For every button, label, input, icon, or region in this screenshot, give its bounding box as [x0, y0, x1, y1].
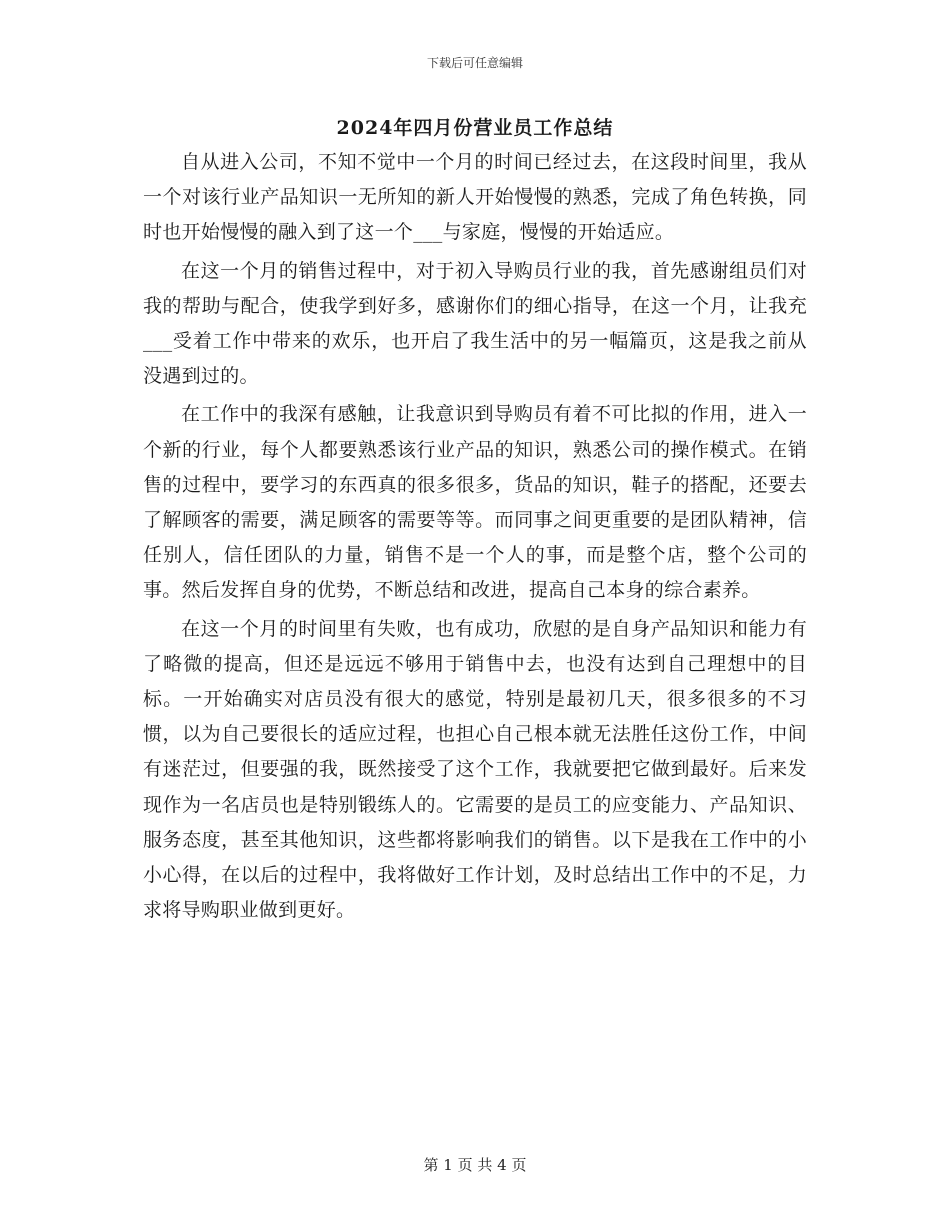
header-note: 下载后可任意编辑 [426, 56, 523, 70]
document-body [143, 145, 807, 931]
paragraph-4: 在这一个月的时间里有失败，也有成功，欣慰的是自身产品知识和能力有了略微的提高，但还是远远不够用于销售中去，也没有达到自己理想中的目标。一开始确实对店员没有很大的感觉，特别是最初几天，很多很多的不习惯，以为自己要很长的适应过程，也担心自己根本就无法胜任这份工作，中间有迷茫过，但要强的我，既然接受了这个工作，我就要把它做到最好。后来发现作为一名店员也是特别锻练人的。它需要的是员工的应变能力、产品知识、服务态度，甚至其他知识，这些都将影响我们的销售。以下是我在工作中的小小心得，在以后的过程中，我将做好工作计划，及时总结出工作中的不足，力求将导购职业做到更好。 [143, 617, 807, 922]
paragraph-1: 自从进入公司，不知不觉中一个月的时间已经过去，在这段时间里，我从一个对该行业产品知识一无所知的新人开始慢慢的熟悉，完成了角色转换，同时也开始慢慢的融入到了这一个___与家庭，慢慢的开始适应。 [143, 151, 807, 244]
page-number: 第 1 页 共 4 页 [423, 1156, 527, 1174]
paragraph-2: 在这一个月的销售过程中，对于初入导购员行业的我，首先感谢组员们对我的帮助与配合，使我学到好多，感谢你们的细心指导，在这一个月，让我充___受着工作中带来的欢乐，也开启了我生活中的另一幅篇页，这是我之前从没遇到过的。 [143, 259, 807, 388]
document-title: 2024年四月份营业员工作总结 [336, 117, 614, 139]
paragraph-3: 在工作中的我深有感触，让我意识到导购员有着不可比拟的作用，进入一个新的行业，每个人都要熟悉该行业产品的知识，熟悉公司的操作模式。在销售的过程中，要学习的东西真的很多很多，货品的知识，鞋子的搭配，还要去了解顾客的需要，满足顾客的需要等等。而同事之间更重要的是团队精神，信任别人，信任团队的力量，销售不是一个人的事，而是整个店，整个公司的事。然后发挥自身的优势，不断总结和改进，提高自己本身的综合素养。 [143, 403, 807, 602]
